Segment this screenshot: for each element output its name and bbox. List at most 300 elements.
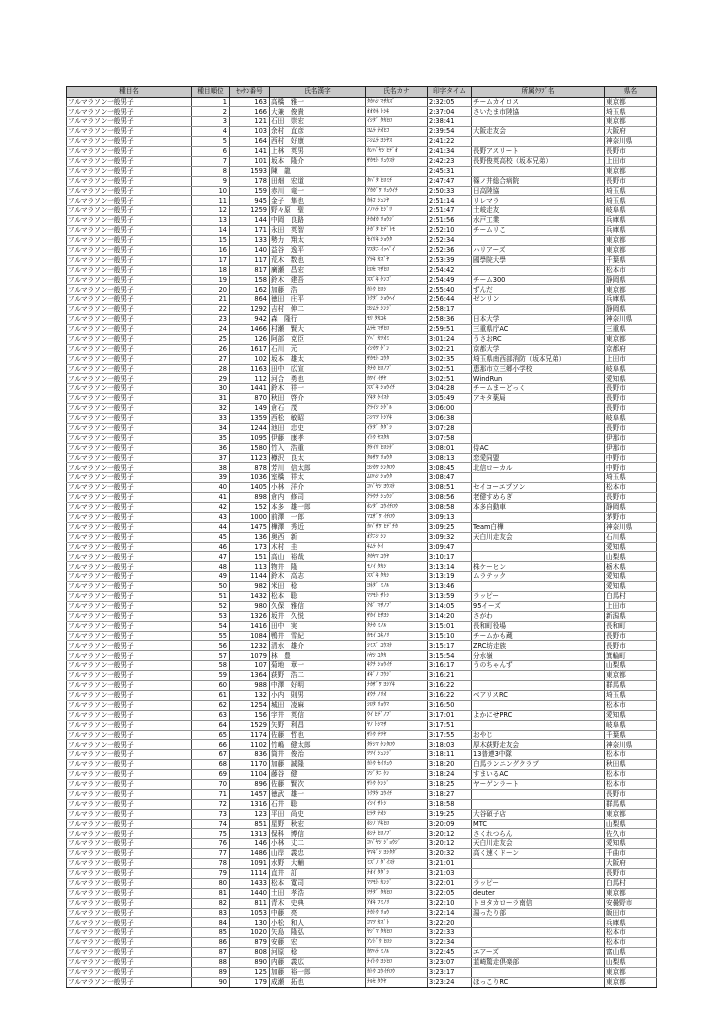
cell-bib: 982	[230, 582, 270, 592]
cell-bib: 1036	[230, 473, 270, 483]
cell-name-kanji: 高橋 雅一	[270, 97, 366, 107]
table-row	[67, 127, 657, 137]
cell-name-kana: ｻｶｲ ﾋｻﾖｼ	[366, 611, 428, 621]
cell-rank: 31	[192, 394, 230, 404]
cell-prefecture: 新潟県	[605, 611, 657, 621]
cell-event: フルマラソン一般男子	[67, 928, 192, 938]
cell-name-kana: ｱｵｷ ﾌﾐﾉﾘ	[366, 898, 428, 908]
cell-name-kanji: 保科 博信	[270, 829, 366, 839]
cell-bib: 101	[230, 156, 270, 166]
cell-name-kanji: 筒井 俊治	[270, 750, 366, 760]
table-row	[67, 255, 657, 265]
cell-name-kana: ｻｶﾓﾄ ﾕｳﾀ	[366, 354, 428, 364]
cell-rank: 62	[192, 700, 230, 710]
cell-name-kanji: 伊藤 康孝	[270, 433, 366, 443]
cell-event: フルマラソン一般男子	[67, 334, 192, 344]
cell-bib: 112	[230, 374, 270, 384]
cell-name-kana: ｺﾊﾞﾔｼ ﾖｳｽｹ	[366, 483, 428, 493]
cell-name-kana: ｵｸﾆｼ ｼﾝ	[366, 532, 428, 542]
cell-bib: 178	[230, 176, 270, 186]
cell-bib: 152	[230, 503, 270, 513]
cell-event: フルマラソン一般男子	[67, 681, 192, 691]
cell-prefecture: 静岡県	[605, 503, 657, 513]
cell-event: フルマラソン一般男子	[67, 849, 192, 859]
cell-bib: 1529	[230, 720, 270, 730]
cell-rank: 74	[192, 819, 230, 829]
cell-event: フルマラソン一般男子	[67, 631, 192, 641]
cell-event: フルマラソン一般男子	[67, 908, 192, 918]
cell-prefecture: 安曇野市	[605, 898, 657, 908]
cell-time: 3:15:10	[428, 631, 472, 641]
cell-event: フルマラソン一般男子	[67, 453, 192, 463]
cell-time: 2:59:51	[428, 324, 472, 334]
cell-club: ゼンリン	[472, 295, 605, 305]
cell-prefecture: 埼玉県	[605, 186, 657, 196]
cell-name-kana: ﾓﾉｲ ﾀｶｼ	[366, 562, 428, 572]
cell-name-kanji: 小松 和人	[270, 918, 366, 928]
cell-prefecture: 兵庫県	[605, 226, 657, 236]
cell-name-kanji: 藤谷 健	[270, 770, 366, 780]
cell-club	[472, 542, 605, 552]
cell-time: 3:16:22	[428, 690, 472, 700]
cell-name-kanji: 奥西 新	[270, 532, 366, 542]
cell-prefecture: 松本市	[605, 750, 657, 760]
cell-name-kanji: 竹入 浩重	[270, 443, 366, 453]
cell-name-kana: ﾏｴｻﾞﾜ ｲﾁﾛｳ	[366, 512, 428, 522]
cell-event: フルマラソン一般男子	[67, 295, 192, 305]
cell-prefecture: 兵庫県	[605, 216, 657, 226]
table-row	[67, 779, 657, 789]
cell-club: 國學院大學	[472, 255, 605, 265]
cell-name-kanji: 土田 孝浩	[270, 888, 366, 898]
cell-rank: 78	[192, 859, 230, 869]
cell-club	[472, 117, 605, 127]
table-row	[67, 235, 657, 245]
cell-name-kana: ﾂﾁﾀﾞ ﾀｶﾋﾛ	[366, 888, 428, 898]
cell-name-kana: ｱﾝﾄﾞｳ ﾋﾛｼ	[366, 938, 428, 948]
cell-club: ベアリスRC	[472, 690, 605, 700]
cell-rank: 63	[192, 710, 230, 720]
cell-club: チームかも蔵	[472, 631, 605, 641]
cell-bib: 1091	[230, 859, 270, 869]
cell-bib: 1000	[230, 512, 270, 522]
cell-rank: 89	[192, 967, 230, 977]
table-row	[67, 295, 657, 305]
table-row	[67, 97, 657, 107]
cell-club: セイコーエプソン	[472, 483, 605, 493]
cell-time: 3:20:09	[428, 819, 472, 829]
cell-bib: 808	[230, 948, 270, 958]
cell-name-kanji: 西村 好康	[270, 137, 366, 147]
cell-time: 3:22:10	[428, 898, 472, 908]
table-row	[67, 690, 657, 700]
cell-club	[472, 789, 605, 799]
cell-bib: 879	[230, 938, 270, 948]
cell-name-kana: ｻｶﾓﾄ ﾘｭｳｽｹ	[366, 156, 428, 166]
cell-event: フルマラソン一般男子	[67, 799, 192, 809]
cell-name-kana: ﾔﾏｷﾞｼ ﾖｼﾀﾀﾞ	[366, 849, 428, 859]
cell-bib: 1232	[230, 641, 270, 651]
cell-name-kana: ｲﾄｳ ﾔｽﾀｶ	[366, 433, 428, 443]
table-row	[67, 839, 657, 849]
cell-club: よかにせPRC	[472, 710, 605, 720]
cell-bib: 1432	[230, 592, 270, 602]
cell-name-kana: ﾌｼﾞﾀﾆ ｹﾝ	[366, 770, 428, 780]
table-row	[67, 443, 657, 453]
cell-event: フルマラソン一般男子	[67, 127, 192, 137]
cell-club: 老健すめらぎ	[472, 493, 605, 503]
cell-event: フルマラソン一般男子	[67, 789, 192, 799]
cell-time: 3:08:01	[428, 443, 472, 453]
cell-event: フルマラソン一般男子	[67, 572, 192, 582]
cell-name-kanji: 本多 雄一郎	[270, 503, 366, 513]
cell-name-kanji: 池田 忠史	[270, 423, 366, 433]
cell-time: 3:22:45	[428, 948, 472, 958]
table-row	[67, 868, 657, 878]
cell-prefecture: 京都府	[605, 344, 657, 354]
cell-rank: 77	[192, 849, 230, 859]
cell-time: 2:53:39	[428, 255, 472, 265]
cell-club: 高く速くドーン	[472, 849, 605, 859]
cell-time: 2:51:14	[428, 196, 472, 206]
table-row	[67, 196, 657, 206]
cell-event: フルマラソン一般男子	[67, 661, 192, 671]
cell-name-kana: ﾅｶｻﾞﾜ ﾖｼｱｷ	[366, 681, 428, 691]
cell-club: WindRun	[472, 374, 605, 384]
cell-name-kanji: 水野 大輔	[270, 859, 366, 869]
table-row	[67, 532, 657, 542]
cell-name-kanji: 直井 訂	[270, 868, 366, 878]
header-row	[67, 87, 657, 98]
cell-prefecture: 松本市	[605, 265, 657, 275]
table-row	[67, 849, 657, 859]
cell-event: フルマラソン一般男子	[67, 948, 192, 958]
cell-prefecture: 千葉県	[605, 730, 657, 740]
cell-prefecture: 山梨県	[605, 552, 657, 562]
cell-time: 3:13:46	[428, 582, 472, 592]
cell-bib: 890	[230, 957, 270, 967]
cell-time: 3:21:03	[428, 868, 472, 878]
cell-name-kanji: 竹嶋 健太郎	[270, 740, 366, 750]
cell-prefecture: 佐久市	[605, 829, 657, 839]
cell-prefecture: 岐阜県	[605, 720, 657, 730]
cell-prefecture: 松本市	[605, 779, 657, 789]
cell-club	[472, 859, 605, 869]
cell-prefecture: 東京都	[605, 166, 657, 176]
cell-club: 長野俊英高校（坂本兄弟）	[472, 156, 605, 166]
cell-name-kana: ﾀﾅｶ ﾐﾉﾙ	[366, 621, 428, 631]
cell-club	[472, 305, 605, 315]
cell-rank: 80	[192, 878, 230, 888]
cell-rank: 27	[192, 354, 230, 364]
cell-club	[472, 423, 605, 433]
cell-name-kana: ﾎｼﾅ ﾋﾛﾉﾌﾞ	[366, 829, 428, 839]
cell-prefecture: 中野市	[605, 463, 657, 473]
table-row	[67, 661, 657, 671]
cell-bib: 1095	[230, 433, 270, 443]
cell-name-kana: ｷｸﾁ ｼｮｳｲﾁ	[366, 661, 428, 671]
cell-rank: 61	[192, 690, 230, 700]
cell-rank: 90	[192, 977, 230, 987]
table-row	[67, 552, 657, 562]
cell-time: 2:37:04	[428, 107, 472, 117]
cell-bib: 1123	[230, 453, 270, 463]
cell-event: フルマラソン一般男子	[67, 977, 192, 987]
table-row	[67, 957, 657, 967]
cell-name-kanji: 久保 雅信	[270, 601, 366, 611]
cell-time: 3:08:56	[428, 493, 472, 503]
table-row	[67, 364, 657, 374]
cell-prefecture: 東京都	[605, 285, 657, 295]
cell-bib: 878	[230, 463, 270, 473]
table-row	[67, 226, 657, 236]
cell-prefecture: 愛知県	[605, 374, 657, 384]
cell-time: 2:52:36	[428, 245, 472, 255]
table-row	[67, 562, 657, 572]
cell-event: フルマラソン一般男子	[67, 700, 192, 710]
cell-prefecture: 東京都	[605, 97, 657, 107]
cell-rank: 64	[192, 720, 230, 730]
cell-club: 株ケーヒン	[472, 562, 605, 572]
cell-event: フルマラソン一般男子	[67, 305, 192, 315]
cell-rank: 1	[192, 97, 230, 107]
cell-event: フルマラソン一般男子	[67, 918, 192, 928]
cell-club: 天白川走友会	[472, 839, 605, 849]
cell-bib: 1580	[230, 443, 270, 453]
cell-time: 3:22:01	[428, 878, 472, 888]
table-row	[67, 770, 657, 780]
cell-name-kanji: 阿部 克臣	[270, 334, 366, 344]
cell-bib: 1466	[230, 324, 270, 334]
header-rank: 種目順位	[192, 87, 230, 98]
cell-bib: 1053	[230, 908, 270, 918]
cell-prefecture: 静岡県	[605, 305, 657, 315]
table-row	[67, 404, 657, 414]
cell-time: 3:23:24	[428, 977, 472, 987]
cell-prefecture: 山梨県	[605, 661, 657, 671]
cell-time: 3:07:58	[428, 433, 472, 443]
cell-event: フルマラソン一般男子	[67, 967, 192, 977]
cell-time: 3:18:58	[428, 799, 472, 809]
cell-prefecture: 長野市	[605, 493, 657, 503]
cell-name-kanji: 荒木 数也	[270, 255, 366, 265]
cell-prefecture: 石川県	[605, 532, 657, 542]
cell-event: フルマラソン一般男子	[67, 829, 192, 839]
cell-club	[472, 582, 605, 592]
table-row	[67, 433, 657, 443]
cell-event: フルマラソン一般男子	[67, 720, 192, 730]
cell-name-kanji: 宇井 英信	[270, 710, 366, 720]
cell-event: フルマラソン一般男子	[67, 651, 192, 661]
table-row	[67, 859, 657, 869]
cell-time: 2:38:41	[428, 117, 472, 127]
table-row	[67, 463, 657, 473]
cell-club: Team白樺	[472, 522, 605, 532]
cell-bib: 121	[230, 117, 270, 127]
cell-prefecture: 愛知県	[605, 572, 657, 582]
cell-rank: 70	[192, 779, 230, 789]
cell-rank: 28	[192, 364, 230, 374]
cell-club	[472, 967, 605, 977]
cell-prefecture: 東京都	[605, 235, 657, 245]
table-row	[67, 216, 657, 226]
cell-rank: 52	[192, 601, 230, 611]
cell-event: フルマラソン一般男子	[67, 216, 192, 226]
cell-time: 3:18:20	[428, 760, 472, 770]
table-row	[67, 166, 657, 176]
table-row	[67, 582, 657, 592]
cell-event: フルマラソン一般男子	[67, 819, 192, 829]
cell-event: フルマラソン一般男子	[67, 146, 192, 156]
cell-bib: 1326	[230, 611, 270, 621]
cell-name-kanji: 安藤 宏	[270, 938, 366, 948]
cell-time: 3:16:22	[428, 681, 472, 691]
cell-bib: 125	[230, 967, 270, 977]
cell-club	[472, 473, 605, 483]
cell-event: フルマラソン一般男子	[67, 245, 192, 255]
cell-name-kana: ﾖﾑﾗ ﾅｵﾋｺ	[366, 127, 428, 137]
cell-name-kana: ﾉﾉﾊﾗ ﾋｼﾞﾘ	[366, 206, 428, 216]
cell-event: フルマラソン一般男子	[67, 878, 192, 888]
cell-event: フルマラソン一般男子	[67, 690, 192, 700]
cell-time: 3:09:47	[428, 542, 472, 552]
cell-name-kana: ﾋﾛｾ ﾏｻﾋﾛ	[366, 265, 428, 275]
cell-time: 3:18:25	[428, 779, 472, 789]
cell-rank: 30	[192, 384, 230, 394]
cell-club: チーム300	[472, 275, 605, 285]
cell-event: フルマラソン一般男子	[67, 859, 192, 869]
cell-time: 3:15:54	[428, 651, 472, 661]
cell-rank: 85	[192, 928, 230, 938]
cell-bib: 1079	[230, 651, 270, 661]
cell-rank: 20	[192, 285, 230, 295]
cell-prefecture: 東京都	[605, 809, 657, 819]
cell-bib: 123	[230, 809, 270, 819]
cell-prefecture: 埼玉県	[605, 473, 657, 483]
cell-name-kanji: 山岸 義忠	[270, 849, 366, 859]
cell-name-kana: ﾅｲﾄｳ ﾖｼﾋﾛ	[366, 957, 428, 967]
cell-event: フルマラソン一般男子	[67, 97, 192, 107]
cell-bib: 1174	[230, 730, 270, 740]
cell-bib: 1486	[230, 849, 270, 859]
cell-name-kana: ｽｽﾞｷ ﾀｶｼ	[366, 572, 428, 582]
cell-bib: 980	[230, 601, 270, 611]
cell-club: 長和町役場	[472, 621, 605, 631]
table-row	[67, 948, 657, 958]
cell-event: フルマラソン一般男子	[67, 324, 192, 334]
cell-name-kana: ﾄｸﾀﾞ ｼｮｳﾍｲ	[366, 295, 428, 305]
cell-rank: 86	[192, 938, 230, 948]
cell-rank: 71	[192, 789, 230, 799]
cell-time: 3:13:59	[428, 592, 472, 602]
cell-club: さいたま市陸協	[472, 107, 605, 117]
cell-club	[472, 166, 605, 176]
cell-event: フルマラソン一般男子	[67, 463, 192, 473]
cell-name-kana: ｲｼｲ ｻﾄｼ	[366, 799, 428, 809]
cell-bib: 870	[230, 394, 270, 404]
cell-time: 3:18:03	[428, 740, 472, 750]
cell-rank: 44	[192, 522, 230, 532]
cell-name-kanji: 赤川 竜一	[270, 186, 366, 196]
cell-time: 2:56:44	[428, 295, 472, 305]
cell-time: 3:08:13	[428, 453, 472, 463]
cell-event: フルマラソン一般男子	[67, 760, 192, 770]
cell-club: 三重県庁AC	[472, 324, 605, 334]
cell-name-kanji: 上林 英男	[270, 146, 366, 156]
cell-prefecture: 大阪府	[605, 859, 657, 869]
cell-prefecture: 岐阜県	[605, 364, 657, 374]
table-row	[67, 928, 657, 938]
cell-name-kana: ｲｹﾀﾞ ﾀﾀﾞｼ	[366, 423, 428, 433]
cell-event: フルマラソン一般男子	[67, 107, 192, 117]
cell-name-kana: ﾀｶﾔﾏ ﾕｳﾔ	[366, 552, 428, 562]
cell-prefecture: 群馬県	[605, 799, 657, 809]
cell-rank: 13	[192, 216, 230, 226]
cell-rank: 40	[192, 483, 230, 493]
cell-name-kanji: 田畑 宏道	[270, 176, 366, 186]
cell-time: 3:18:24	[428, 770, 472, 780]
cell-time: 2:58:17	[428, 305, 472, 315]
cell-prefecture: 長野市	[605, 631, 657, 641]
cell-time: 3:05:49	[428, 394, 472, 404]
table-row	[67, 878, 657, 888]
cell-event: フルマラソン一般男子	[67, 196, 192, 206]
cell-name-kana: ﾀｹｲﾘ ﾋﾛｼｹﾞ	[366, 443, 428, 453]
cell-name-kanji: 鴨井 雪紀	[270, 631, 366, 641]
cell-rank: 19	[192, 275, 230, 285]
cell-event: フルマラソン一般男子	[67, 552, 192, 562]
table-row	[67, 572, 657, 582]
cell-name-kanji: 星野 秋宏	[270, 819, 366, 829]
table-row	[67, 394, 657, 404]
cell-name-kanji: 松本 寛司	[270, 878, 366, 888]
cell-club: ZRC坊走族	[472, 641, 605, 651]
cell-name-kana: ｳｲ ﾋﾃﾞﾉﾌﾞ	[366, 710, 428, 720]
cell-event: フルマラソン一般男子	[67, 176, 192, 186]
cell-name-kana: ﾎｼﾉ ｱｷﾋﾛ	[366, 819, 428, 829]
cell-name-kanji: 永田 英智	[270, 226, 366, 236]
cell-time: 3:17:51	[428, 720, 472, 730]
cell-prefecture: 秋田県	[605, 760, 657, 770]
header-time: 印字タイム	[428, 87, 472, 98]
header-club: 所属ｸﾗﾌﾞ名	[472, 87, 605, 98]
cell-bib: 1254	[230, 700, 270, 710]
cell-event: フルマラソン一般男子	[67, 671, 192, 681]
cell-bib: 126	[230, 334, 270, 344]
cell-name-kanji: 青木 史典	[270, 898, 366, 908]
cell-prefecture: 長野市	[605, 868, 657, 878]
cell-event: フルマラソン一般男子	[67, 166, 192, 176]
cell-rank: 57	[192, 651, 230, 661]
cell-time: 3:17:01	[428, 710, 472, 720]
cell-club: 湯ったり部	[472, 908, 605, 918]
cell-event: フルマラソン一般男子	[67, 493, 192, 503]
cell-name-kanji: 矢野 利昌	[270, 720, 366, 730]
cell-club	[472, 671, 605, 681]
cell-time: 3:19:25	[428, 809, 472, 819]
cell-bib: 1084	[230, 631, 270, 641]
cell-club	[472, 799, 605, 809]
cell-rank: 24	[192, 324, 230, 334]
cell-prefecture: 神奈川県	[605, 137, 657, 147]
cell-club: さくれつらん	[472, 829, 605, 839]
cell-prefecture: 千葉県	[605, 255, 657, 265]
header-prefecture: 県名	[605, 87, 657, 98]
cell-bib: 162	[230, 285, 270, 295]
table-row	[67, 146, 657, 156]
table-row	[67, 245, 657, 255]
cell-rank: 73	[192, 809, 230, 819]
